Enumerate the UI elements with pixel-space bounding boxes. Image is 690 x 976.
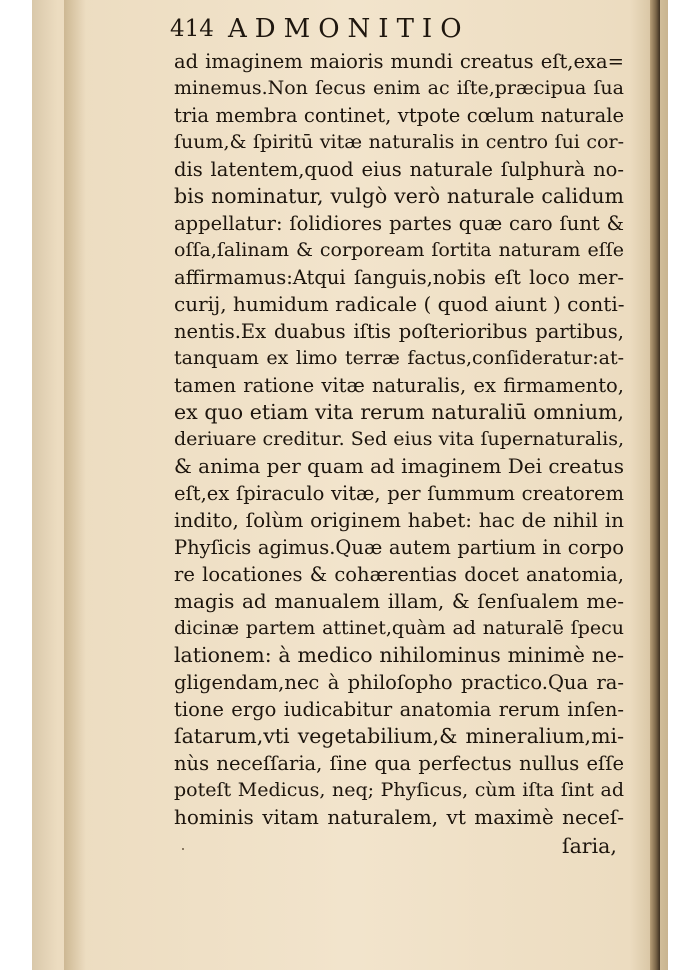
page-number: 414: [170, 16, 214, 42]
text-line: tione ergo iudicabitur anatomia rerum inſen-: [174, 698, 624, 721]
text-line: curij, humidum radicale ( quod aiunt ) conti-: [174, 292, 625, 316]
page-edge: [650, 0, 660, 970]
text-line: appellatur: ſolidiores partes quæ caro ſunt &: [174, 212, 624, 235]
text-line: magis ad manualem illam, & ſenſualem me-: [174, 589, 624, 613]
page-header: [170, 12, 590, 44]
text-line: ex quo etiam vita rerum naturaliū omnium,: [174, 400, 624, 424]
text-line: bis nominatur, vulgò verò naturale calidum: [174, 184, 624, 208]
text-line: tamen ratione vitæ naturalis, ex firmamento,: [174, 374, 624, 397]
text-line: eſt,ex ſpiraculo vitæ, per ſummum creatorem: [174, 482, 624, 505]
text-line: ſatarum,vti vegetabilium,& mineralium,mi-: [174, 724, 624, 748]
text-line: gligendam,nec à philoſopho practico.Qua ra-: [174, 671, 624, 694]
text-line: lationem: à medico nihilominus minimè ne-: [174, 643, 624, 667]
text-line: deriuare creditur. Sed eius vita ſupernaturalis,: [174, 428, 624, 450]
text-line: poteſt Medicus, neq; Phyſicus, cùm iſta ſint ad: [174, 779, 624, 801]
text-line: nùs neceſſaria, ſine qua perfectus nullus eſſe: [174, 752, 624, 775]
running-title: ADMONITIO: [228, 14, 470, 44]
text-line: tanquam ex limo terræ factus,conſideratur:at-: [174, 347, 624, 369]
text-line: tria membra continet, vtpote cœlum naturale: [174, 104, 624, 127]
text-line: indito, ſolùm originem habet: hac de nihil in: [174, 508, 624, 532]
text-line: minemus.Non ſecus enim ac iſte,præcipua ſua: [174, 77, 624, 99]
text-line: dicinæ partem attinet,quàm ad naturalē ſpecu: [174, 617, 624, 639]
ink-speck: [182, 848, 184, 850]
gutter-shadow: [64, 0, 86, 970]
text-line: ſuum,& ſpiritū vitæ naturalis in centro ſui cor-: [174, 131, 624, 153]
text-line: & anima per quam ad imaginem Dei creatus: [174, 454, 625, 478]
text-line: ad imaginem maioris mundi creatus eſt,exa=: [174, 50, 624, 73]
catchword: ſaria,: [562, 834, 617, 858]
text-line: oſſa,ſalinam & corpoream ſortita naturam eſſe: [174, 239, 624, 261]
body-text: [174, 48, 624, 831]
text-line: affirmamus:Atqui ſanguis,nobis eſt loco mer-: [174, 266, 624, 289]
text-line: hominis vitam naturalem, vt maximè neceſ-: [174, 805, 624, 829]
text-line: nentis.Ex duabus iſtis poſterioribus partibus,: [174, 320, 624, 343]
text-line: re locationes & cohærentias docet anatomia,: [174, 563, 624, 586]
text-line: Phyſicis agimus.Quæ autem partium in corpo: [174, 536, 624, 559]
text-line: dis latentem,quod eius naturale ſulphurà no-: [174, 158, 624, 181]
